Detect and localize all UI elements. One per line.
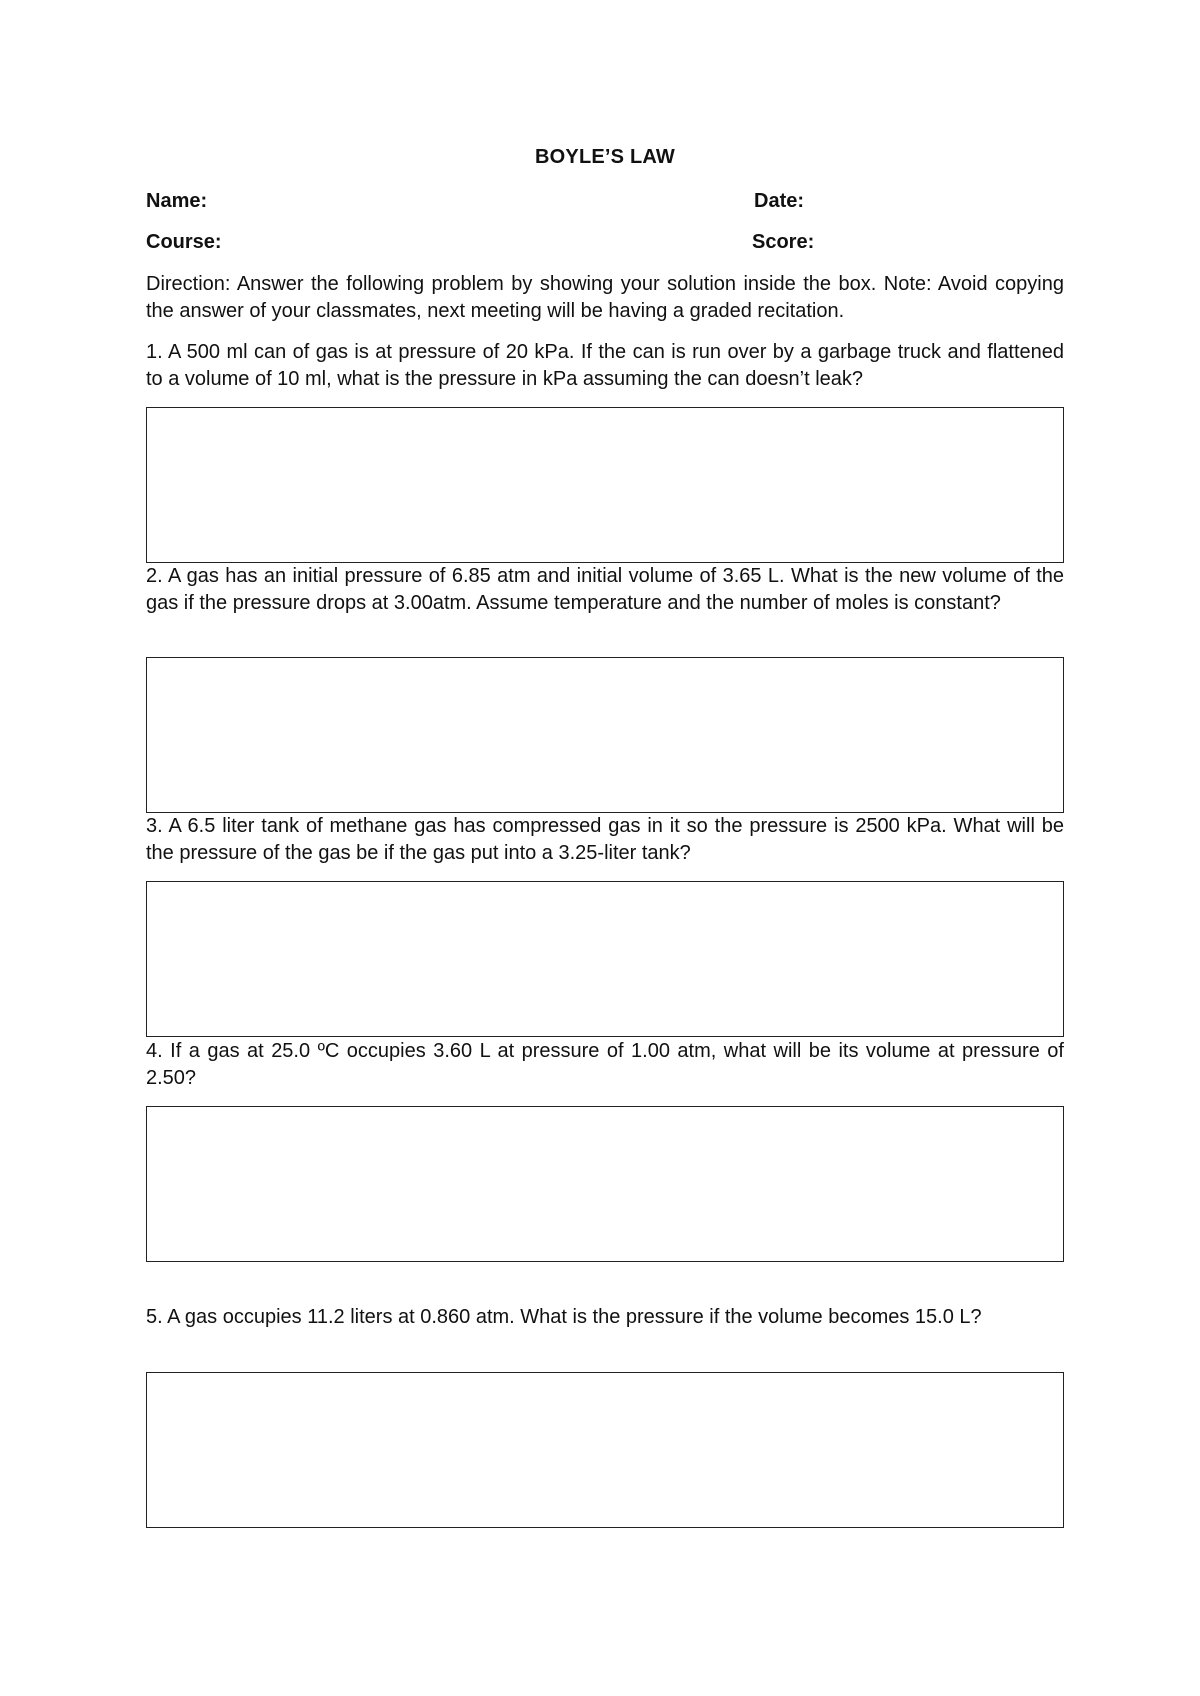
answer-box-5[interactable] [146, 1372, 1064, 1528]
answer-box-1[interactable] [146, 407, 1064, 563]
page-title: BOYLE’S LAW [535, 146, 675, 168]
direction-text: Direction: Answer the following problem by showing your solution inside the box. Note: Avoid copying the answer of your classmates, next meeting will be having a graded recitation. [146, 273, 1064, 322]
question-2: 2. A gas has an initial pressure of 6.85 atm and initial volume of 3.65 L. What is the new volume of the gas if the pressure drops at 3.00atm. Assume temperature and the number of moles is constant? [146, 565, 1064, 614]
worksheet-page [146, 0, 1064, 1696]
date-label: Date: [754, 190, 805, 212]
question-3: 3. A 6.5 liter tank of methane gas has compressed gas in it so the pressure is 2500 kPa. What will be the pressure of the gas be if the gas put into a 3.25-liter tank? [146, 815, 1064, 864]
answer-box-4[interactable] [146, 1106, 1064, 1262]
name-label: Name: [146, 190, 208, 212]
score-label: Score: [752, 231, 815, 253]
question-4: 4. If a gas at 25.0 ºC occupies 3.60 L at pressure of 1.00 atm, what will be its volume at pressure of 2.50? [146, 1040, 1064, 1089]
question-5: 5. A gas occupies 11.2 liters at 0.860 atm. What is the pressure if the volume becomes 15.0 L? [146, 1306, 982, 1328]
course-label: Course: [146, 231, 222, 253]
answer-box-3[interactable] [146, 881, 1064, 1037]
answer-box-2[interactable] [146, 657, 1064, 813]
question-1: 1. A 500 ml can of gas is at pressure of 20 kPa. If the can is run over by a garbage truck and flattened to a volume of 10 ml, what is the pressure in kPa assuming the can doesn’t leak? [146, 341, 1064, 390]
